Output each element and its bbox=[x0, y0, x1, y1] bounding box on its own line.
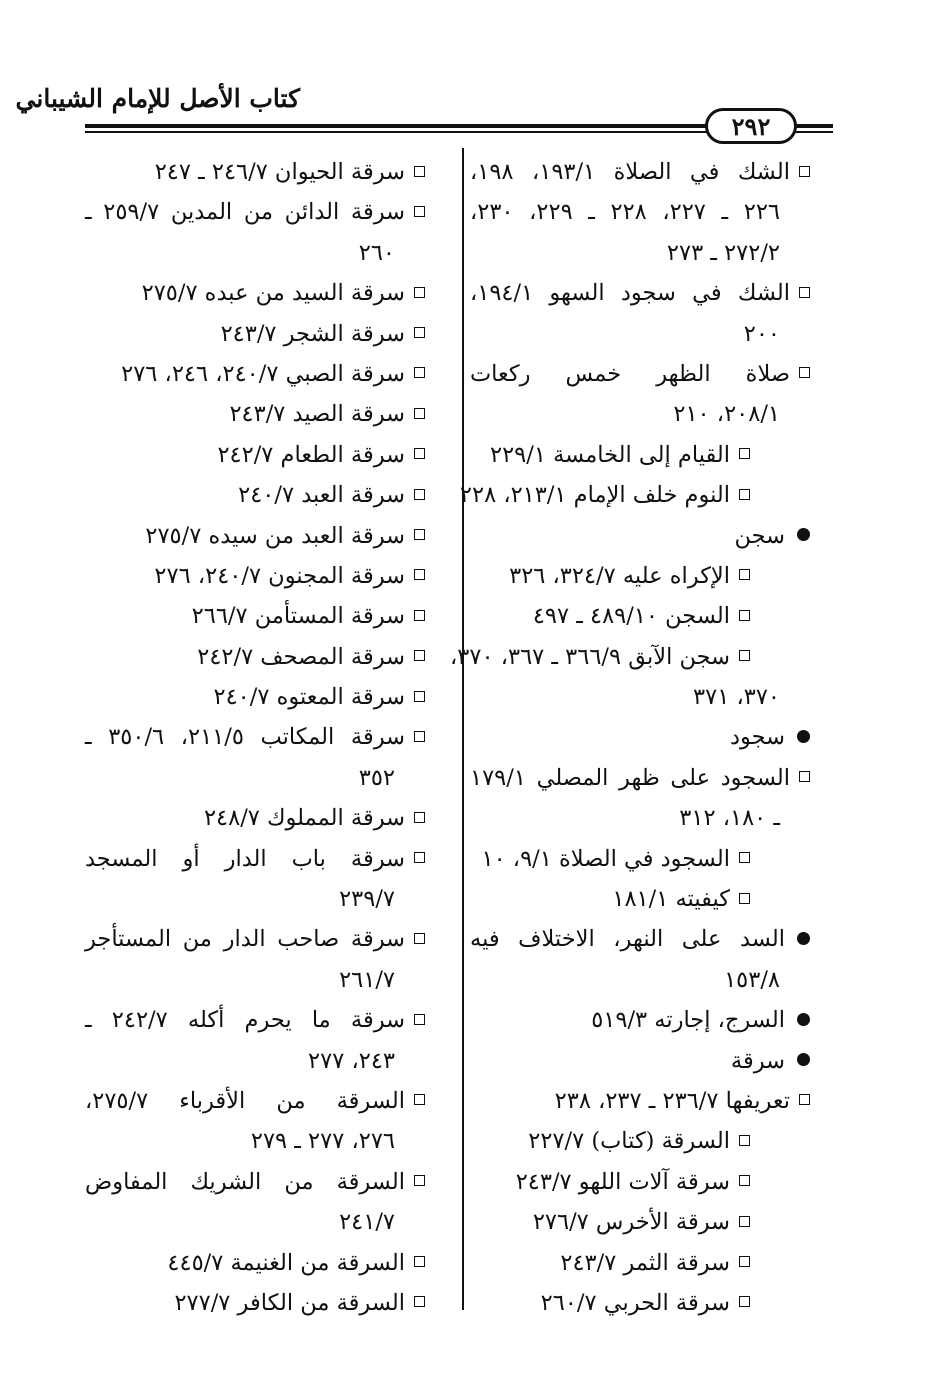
index-entry-text: سرقة السيد من عبده ٢٧٥/٧ bbox=[141, 280, 405, 307]
index-entry bbox=[470, 152, 810, 273]
bullet-icon bbox=[797, 528, 810, 541]
index-entry-line bbox=[470, 1243, 810, 1283]
index-entry-continuation bbox=[85, 1121, 425, 1161]
index-entry-line bbox=[85, 1081, 425, 1121]
index-entry bbox=[470, 1202, 810, 1242]
index-entry bbox=[470, 354, 810, 435]
index-entry-text: سرقة صاحب الدار من المستأجر bbox=[85, 926, 405, 953]
index-entry bbox=[470, 758, 810, 839]
index-entry bbox=[85, 394, 425, 434]
index-entry bbox=[470, 1081, 810, 1121]
index-entry-text: السجود في الصلاة ٩/١، ١٠ bbox=[481, 845, 730, 872]
index-entry-line bbox=[85, 1162, 425, 1202]
index-entry-continuation bbox=[85, 233, 425, 273]
index-entry-text: ـ ١٨٠، ٣١٢ bbox=[679, 805, 780, 832]
index-entry-line bbox=[470, 556, 810, 596]
index-entry bbox=[85, 1162, 425, 1243]
index-entry-line bbox=[459, 475, 810, 515]
index-entry-line bbox=[85, 354, 425, 394]
index-entry bbox=[85, 152, 425, 192]
index-entry-continuation bbox=[85, 960, 425, 1000]
index-entry-text: ٢٢٦ ـ ٢٢٧، ٢٢٨ ـ ٢٢٩، ٢٣٠، bbox=[470, 199, 780, 226]
index-entry-line bbox=[85, 273, 425, 313]
square-bullet-icon bbox=[739, 489, 750, 500]
index-entry-text: سجود bbox=[729, 724, 785, 751]
index-entry-text: ٢٠٠ bbox=[743, 320, 780, 347]
index-entry bbox=[470, 273, 810, 354]
square-bullet-icon bbox=[739, 893, 750, 904]
index-entry-line bbox=[470, 354, 810, 394]
index-entry-continuation bbox=[470, 960, 810, 1000]
index-column-right bbox=[450, 152, 810, 1323]
index-entry-text: سرقة ما يحرم أكله ٢٤٢/٧ ـ bbox=[85, 1007, 405, 1034]
index-entry-text: السرج، إجارته ٥١٩/٣ bbox=[591, 1007, 785, 1034]
index-entry-line bbox=[85, 1283, 425, 1323]
index-entry bbox=[85, 1081, 425, 1162]
index-entry-text: السد على النهر، الاختلاف فيه bbox=[470, 926, 785, 953]
square-bullet-icon bbox=[414, 731, 425, 742]
index-entry-line bbox=[470, 1121, 810, 1161]
square-bullet-icon bbox=[414, 691, 425, 702]
index-entry-text: الشك في سجود السهو ١٩٤/١، bbox=[470, 280, 790, 307]
index-entry-line bbox=[85, 192, 425, 232]
index-entry-text: ٢٧٦، ٢٧٧ ـ ٢٧٩ bbox=[250, 1128, 395, 1155]
index-entry-text: سرقة الأخرس ٢٧٦/٧ bbox=[532, 1209, 730, 1236]
square-bullet-icon bbox=[739, 1175, 750, 1186]
index-entry-text: السرقة (كتاب) ٢٢٧/٧ bbox=[528, 1128, 730, 1155]
index-entry bbox=[470, 717, 810, 757]
index-entry bbox=[85, 677, 425, 717]
index-entry-line bbox=[85, 435, 425, 475]
index-entry-continuation bbox=[85, 1041, 425, 1081]
index-entry-line bbox=[470, 516, 810, 556]
index-entry-line bbox=[470, 1081, 810, 1121]
square-bullet-icon bbox=[799, 771, 810, 782]
index-entry-line bbox=[470, 273, 810, 313]
index-entry-text: سرقة الدائن من المدين ٢٥٩/٧ ـ bbox=[85, 199, 405, 226]
index-entry bbox=[470, 1121, 810, 1161]
index-entry bbox=[85, 1283, 425, 1323]
square-bullet-icon bbox=[414, 569, 425, 580]
index-entry bbox=[470, 839, 810, 879]
index-entry bbox=[85, 192, 425, 273]
column-divider bbox=[462, 148, 464, 1310]
index-entry-text: سرقة المعتوه ٢٤٠/٧ bbox=[213, 684, 405, 711]
index-entry-text: السجود على ظهر المصلي ١٧٩/١ bbox=[470, 764, 790, 791]
index-entry bbox=[85, 435, 425, 475]
index-entry-text: سرقة العبد من سيده ٢٧٥/٧ bbox=[145, 522, 405, 549]
index-entry-text: ٣٥٢ bbox=[358, 764, 395, 791]
index-entry bbox=[85, 475, 425, 515]
index-entry-continuation bbox=[470, 233, 810, 273]
index-entry-line bbox=[470, 717, 810, 757]
index-entry-text: سرقة الصيد ٢٤٣/٧ bbox=[229, 401, 405, 428]
square-bullet-icon bbox=[739, 852, 750, 863]
square-bullet-icon bbox=[414, 166, 425, 177]
index-entry bbox=[459, 475, 810, 515]
square-bullet-icon bbox=[414, 1256, 425, 1267]
index-entry bbox=[470, 516, 810, 556]
square-bullet-icon bbox=[414, 327, 425, 338]
index-entry-line bbox=[85, 314, 425, 354]
square-bullet-icon bbox=[739, 650, 750, 661]
index-entry-text: الإكراه عليه ٣٢٤/٧، ٣٢٦ bbox=[509, 562, 730, 589]
index-entry bbox=[470, 1041, 810, 1081]
square-bullet-icon bbox=[414, 367, 425, 378]
index-entry bbox=[470, 1283, 810, 1323]
index-entry-text: سرقة المستأمن ٢٦٦/٧ bbox=[191, 603, 405, 630]
square-bullet-icon bbox=[799, 166, 810, 177]
index-entry-continuation bbox=[85, 879, 425, 919]
index-entry-text: سرقة الحيوان ٢٤٦/٧ ـ ٢٤٧ bbox=[154, 159, 405, 185]
index-entry-line bbox=[470, 152, 810, 192]
square-bullet-icon bbox=[414, 448, 425, 459]
index-entry bbox=[85, 798, 425, 838]
index-entry-line bbox=[470, 1000, 810, 1040]
index-entry-text: سرقة المملوك ٢٤٨/٧ bbox=[203, 805, 405, 832]
index-entry-text: سرقة آلات اللهو ٢٤٣/٧ bbox=[515, 1168, 730, 1195]
index-entry-text: سرقة الشجر ٢٤٣/٧ bbox=[220, 320, 405, 347]
index-entry-line bbox=[85, 394, 425, 434]
index-entry-text: ١٥٣/٨ bbox=[724, 966, 780, 993]
index-entry-line bbox=[85, 677, 425, 717]
index-entry bbox=[470, 879, 810, 919]
square-bullet-icon bbox=[414, 812, 425, 823]
square-bullet-icon bbox=[739, 1256, 750, 1267]
square-bullet-icon bbox=[414, 408, 425, 419]
index-entry-line bbox=[470, 596, 810, 636]
index-entry-text: ٢٣٩/٧ bbox=[339, 886, 395, 913]
running-header-title: كتاب الأصل للإمام الشيباني bbox=[15, 84, 300, 113]
index-entry bbox=[85, 1243, 425, 1283]
square-bullet-icon bbox=[414, 610, 425, 621]
index-entry-text: سرقة الصبي ٢٤٠/٧، ٢٤٦، ٢٧٦ bbox=[121, 360, 405, 387]
index-entry-text: السرقة من الأقرباء ٢٧٥/٧، bbox=[85, 1087, 405, 1114]
index-entry-line bbox=[85, 637, 425, 677]
index-entry-text: سرقة المجنون ٢٤٠/٧، ٢٧٦ bbox=[154, 562, 405, 589]
index-entry bbox=[470, 596, 810, 636]
index-column-left bbox=[85, 152, 425, 1323]
index-entry-text: سجن الآبق ٣٦٦/٩ ـ ٣٦٧، ٣٧٠، bbox=[450, 643, 730, 670]
index-entry-text: ٣٧٠، ٣٧١ bbox=[693, 684, 780, 711]
square-bullet-icon bbox=[414, 852, 425, 863]
index-entry bbox=[470, 435, 810, 475]
index-entry-continuation bbox=[470, 677, 810, 717]
square-bullet-icon bbox=[414, 287, 425, 298]
index-entry-line bbox=[470, 1162, 810, 1202]
index-entry bbox=[450, 637, 810, 718]
square-bullet-icon bbox=[739, 1296, 750, 1307]
index-entry-text: سرقة العبد ٢٤٠/٧ bbox=[238, 482, 405, 509]
square-bullet-icon bbox=[739, 1216, 750, 1227]
square-bullet-icon bbox=[414, 1014, 425, 1025]
index-entry-line bbox=[85, 717, 425, 757]
bullet-icon bbox=[797, 1013, 810, 1026]
index-entry-line bbox=[85, 475, 425, 515]
index-entry-continuation bbox=[470, 798, 810, 838]
square-bullet-icon bbox=[414, 529, 425, 540]
index-entry-line bbox=[85, 798, 425, 838]
index-entry bbox=[85, 354, 425, 394]
index-entry-line bbox=[450, 637, 810, 677]
index-entry-line bbox=[85, 1243, 425, 1283]
index-entry bbox=[85, 919, 425, 1000]
index-entry-text: السجن ٤٨٩/١٠ ـ ٤٩٧ bbox=[532, 603, 730, 630]
square-bullet-icon bbox=[799, 1094, 810, 1105]
index-entry-line bbox=[85, 556, 425, 596]
square-bullet-icon bbox=[414, 1094, 425, 1105]
index-entry-line bbox=[470, 1202, 810, 1242]
bullet-icon bbox=[797, 1053, 810, 1066]
index-entry-text: سرقة bbox=[730, 1047, 785, 1074]
index-entry-line bbox=[85, 919, 425, 959]
square-bullet-icon bbox=[739, 569, 750, 580]
index-entry bbox=[85, 516, 425, 556]
index-entry bbox=[85, 273, 425, 313]
index-entry-line bbox=[470, 758, 810, 798]
index-entry-text: السرقة من الشريك المفاوض bbox=[85, 1168, 405, 1195]
index-entry bbox=[85, 314, 425, 354]
index-entry-text: القيام إلى الخامسة ٢٢٩/١ bbox=[490, 441, 730, 468]
square-bullet-icon bbox=[414, 489, 425, 500]
index-entry bbox=[85, 717, 425, 798]
index-entry bbox=[85, 596, 425, 636]
square-bullet-icon bbox=[739, 448, 750, 459]
index-entry-line bbox=[470, 879, 810, 919]
index-entry bbox=[85, 637, 425, 677]
index-entry-text: سرقة باب الدار أو المسجد bbox=[85, 845, 405, 872]
index-entry bbox=[470, 556, 810, 596]
square-bullet-icon bbox=[414, 650, 425, 661]
index-entry bbox=[85, 556, 425, 596]
index-entry-continuation bbox=[470, 394, 810, 434]
index-entry-text: سرقة الثمر ٢٤٣/٧ bbox=[560, 1249, 730, 1276]
index-entry bbox=[85, 1000, 425, 1081]
index-entry-text: سرقة المكاتب ٢١١/٥، ٣٥٠/٦ ـ bbox=[85, 724, 405, 751]
index-entry bbox=[470, 1243, 810, 1283]
index-entry-line bbox=[470, 919, 810, 959]
index-entry-text: السرقة من الكافر ٢٧٧/٧ bbox=[174, 1289, 405, 1316]
index-entry-text: السرقة من الغنيمة ٤٤٥/٧ bbox=[167, 1249, 405, 1276]
square-bullet-icon bbox=[739, 1135, 750, 1146]
index-entry-text: النوم خلف الإمام ٢١٣/١، ٢٢٨ bbox=[459, 482, 730, 509]
page-number-badge: ٢٩٢ bbox=[705, 108, 797, 144]
bullet-icon bbox=[797, 730, 810, 743]
index-entry-continuation bbox=[470, 314, 810, 354]
index-entry-text: ٢٦١/٧ bbox=[339, 966, 395, 993]
index-entry-text: تعريفها ٢٣٦/٧ ـ ٢٣٧، ٢٣٨ bbox=[554, 1087, 790, 1114]
index-entry bbox=[470, 919, 810, 1000]
index-entry-text: ٢٤١/٧ bbox=[339, 1209, 395, 1236]
index-entry bbox=[470, 1000, 810, 1040]
square-bullet-icon bbox=[799, 287, 810, 298]
index-entry-text: ٢٤٣، ٢٧٧ bbox=[308, 1047, 395, 1074]
index-entry-line bbox=[85, 596, 425, 636]
index-entry-text: سرقة الطعام ٢٤٢/٧ bbox=[217, 441, 405, 468]
index-entry-text: صلاة الظهر خمس ركعات bbox=[470, 360, 790, 387]
square-bullet-icon bbox=[739, 610, 750, 621]
index-entry-text: ٢٦٠ bbox=[358, 239, 395, 266]
index-entry-continuation bbox=[470, 192, 810, 232]
square-bullet-icon bbox=[414, 206, 425, 217]
square-bullet-icon bbox=[414, 933, 425, 944]
index-entry-line bbox=[470, 1283, 810, 1323]
index-entry-line bbox=[85, 1000, 425, 1040]
index-entry-text: ٢٧٢/٢ ـ ٢٧٣ bbox=[666, 239, 780, 266]
bullet-icon bbox=[797, 932, 810, 945]
index-entry-text: سرقة الحربي ٢٦٠/٧ bbox=[540, 1289, 730, 1316]
index-entry-continuation bbox=[85, 758, 425, 798]
index-entry-text: سجن bbox=[734, 522, 785, 549]
index-entry-line bbox=[470, 839, 810, 879]
index-entry-text: سرقة المصحف ٢٤٢/٧ bbox=[197, 643, 405, 670]
index-entry-continuation bbox=[85, 1202, 425, 1242]
index-entry-text: كيفيته ١٨١/١ bbox=[612, 886, 730, 913]
index-entry-line bbox=[470, 435, 810, 475]
index-entry-line bbox=[85, 516, 425, 556]
square-bullet-icon bbox=[799, 367, 810, 378]
index-entry-text: ٢٠٨/١، ٢١٠ bbox=[673, 401, 780, 428]
index-entry-line bbox=[470, 1041, 810, 1081]
index-entry bbox=[470, 1162, 810, 1202]
square-bullet-icon bbox=[414, 1296, 425, 1307]
index-entry-line bbox=[85, 152, 425, 192]
index-entry bbox=[85, 839, 425, 920]
index-entry-text: الشك في الصلاة ١٩٣/١، ١٩٨، bbox=[470, 159, 790, 185]
index-entry-line bbox=[85, 839, 425, 879]
square-bullet-icon bbox=[414, 1175, 425, 1186]
